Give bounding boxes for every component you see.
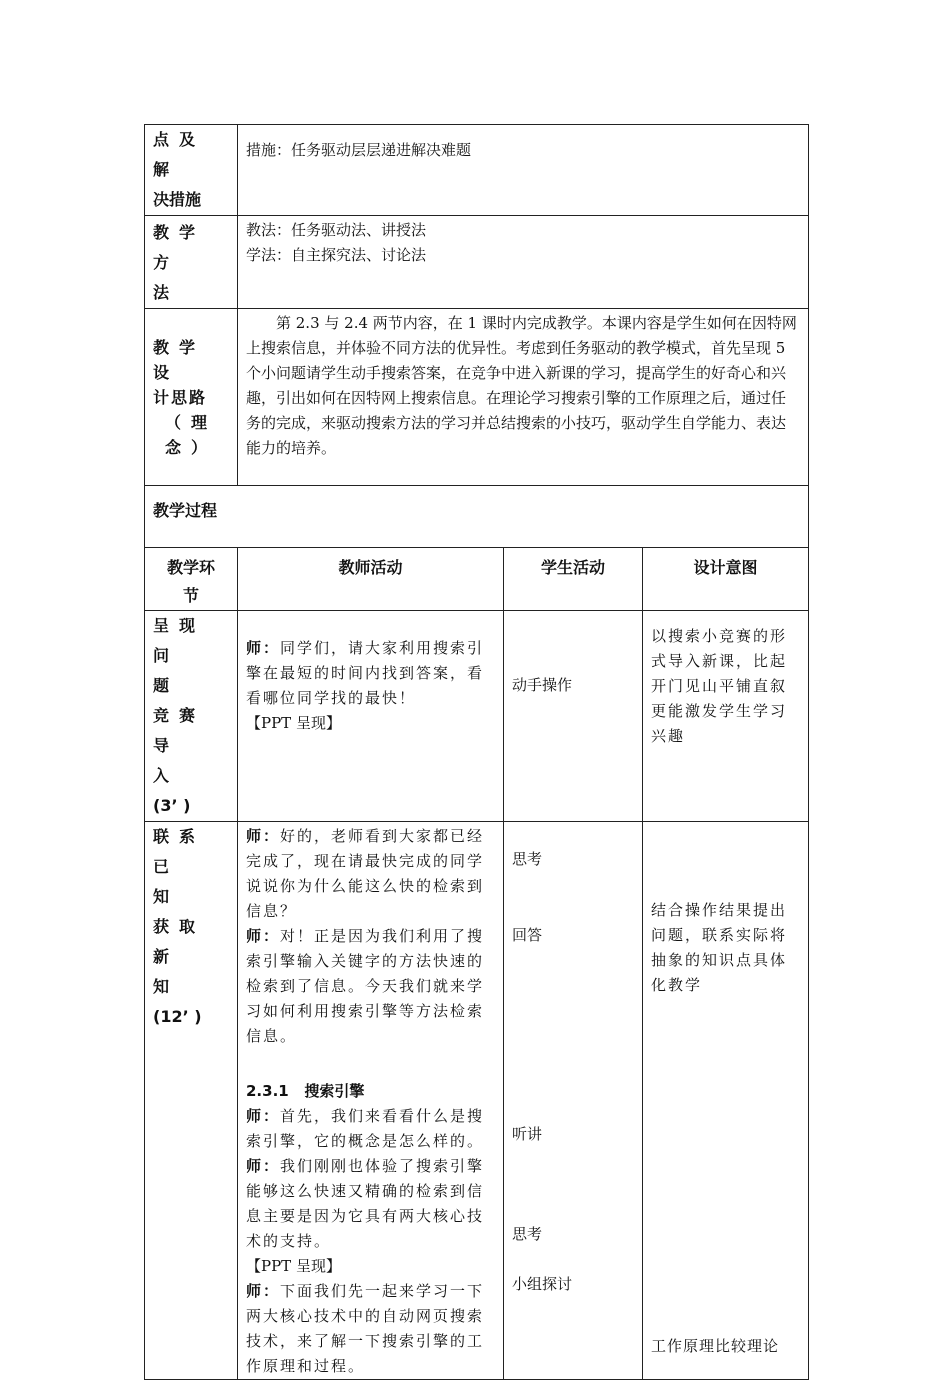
process-title-row: [145, 486, 809, 548]
stage2-teacher: 师：好的，老师看到大家都已经完成了，现在请最快完成的同学说说你为什么能这么快的检索到信息？ 师：对！正是因为我们利用了搜索引擎输入关键字的方法快速的检索到了信息。今天我们就来学习如何利用搜索引擎等方法检索信息。 2.3.1 搜索引擎 师：首先，我们来看看什么是搜索引擎，它的概念是怎么样的。 师：我们刚刚也体验了搜索引擎能够这么快速又精确的检索到信息主要是因为它具有两大核心技术的支持。 【PPT 呈现】 师：下面我们先一起来学习一下两大核心技术中的自动网页搜索技术，来了解一下搜索引擎的工作原理和过程。: [238, 822, 504, 1380]
lesson-plan-table: [144, 124, 809, 1380]
stage1-teacher: 师：同学们，请大家利用搜索引擎在最短的时间内找到答案，看看哪位同学找的最快！ 【PPT 呈现】: [238, 611, 504, 822]
header-intent: 设计意图: [643, 548, 809, 611]
stage2-student: 思考 回答 听讲 思考 小组探讨: [504, 822, 643, 1380]
methods-label: 教学方 法: [145, 216, 238, 309]
section-heading: 2.3.1 搜索引擎: [246, 1082, 365, 1100]
design-row: [145, 309, 809, 486]
stage2-label: 联系已 知 获取新 知 (12’ ): [145, 822, 238, 1380]
methods-row: [145, 216, 809, 309]
header-teacher: 教师活动: [238, 548, 504, 611]
header-student: 学生活动: [504, 548, 643, 611]
design-content: 第 2.3 与 2.4 两节内容，在 1 课时内完成教学。本课内容是学生如何在因特网上搜索信息，并体验不同方法的优异性。考虑到任务驱动的教学模式，首先呈现 5 个小问题请学生动手搜索答案，在竞争中进入新课的学习，提高学生的好奇心和兴趣，引出如何在因特网上搜索信息。在理论学习搜索引擎的工作原理之后，通过任务的完成，来驱动搜索方法的学习并总结搜索的小技巧，驱动学生自学能力、表达能力的培养。: [238, 309, 809, 486]
stage1-label: 呈现问 题 竞赛导 入 (3’ ): [145, 611, 238, 822]
teach-method: 教法：任务驱动法、讲授法: [246, 221, 427, 239]
methods-content: [238, 216, 809, 309]
stage2-row: [145, 822, 809, 1380]
header-stage: 教学环 节: [145, 548, 238, 611]
stage1-intent: 以搜索小竞赛的形式导入新课，比起开门见山平铺直叙更能激发学生学习兴趣: [643, 611, 809, 822]
stage1-student: 动手操作: [504, 611, 643, 822]
stage2-intent: 结合操作结果提出问题，联系实际将抽象的知识点具体化教学 工作原理比较理论: [643, 822, 809, 1380]
lesson-plan-page: [144, 124, 808, 1380]
stage1-row: [145, 611, 809, 822]
measures-content: 措施：任务驱动层层递进解决难题: [238, 125, 809, 216]
process-title: 教学过程: [145, 486, 809, 548]
measures-label: 点及解 决措施: [145, 125, 238, 216]
process-header-row: [145, 548, 809, 611]
design-label: 教学设 计思路 （理 念）: [145, 309, 238, 486]
learn-method: 学法：自主探究法、讨论法: [246, 246, 427, 264]
measures-row: [145, 125, 809, 216]
